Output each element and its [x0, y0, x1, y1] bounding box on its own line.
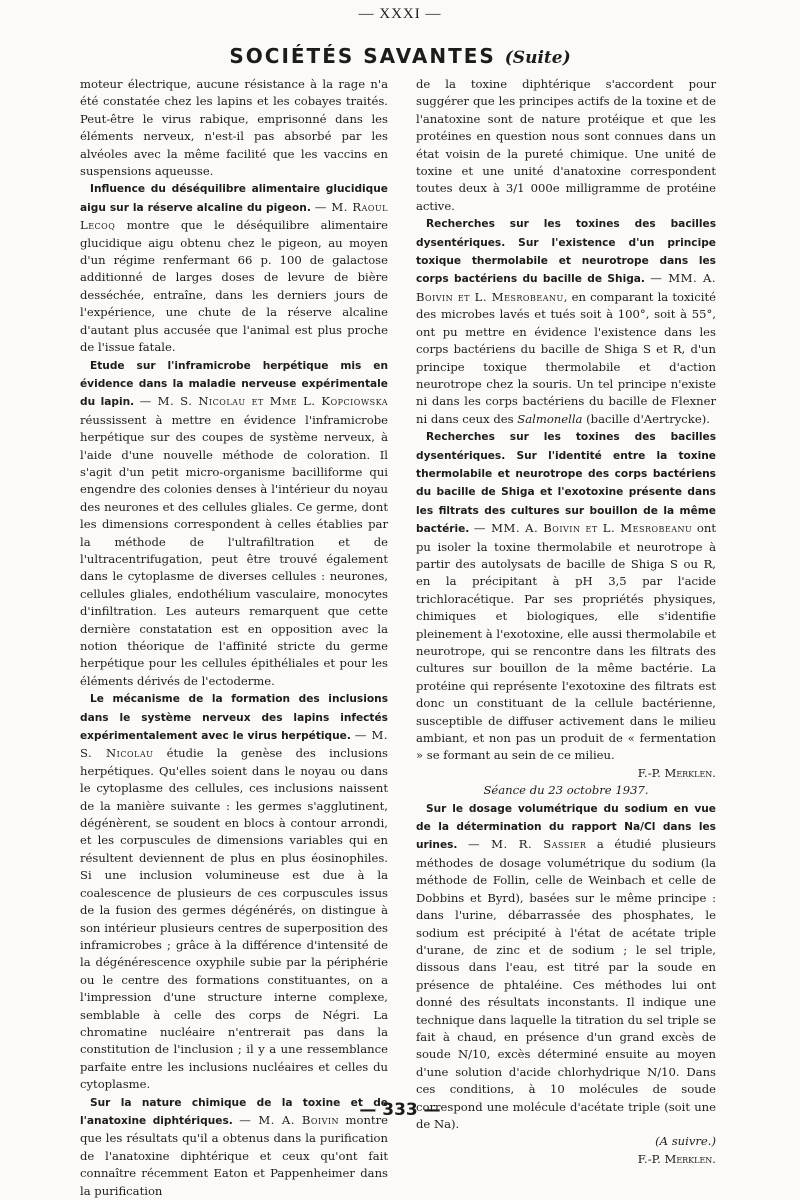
article-heading: Recherches sur les toxines des bacilles dysentériques. Sur l'existence d'un principe toxique thermolabile et neurotrope dans les corps bactériens du bacille de Shiga. [416, 218, 716, 286]
article-author: — M. A. Boivin [239, 1112, 340, 1127]
article-author: — M. R. Sassier [468, 837, 587, 852]
article-author: — M. Raoul Lecoq [80, 199, 388, 233]
article-body: montre que le déséquilibre alimentaire glucidique aigu obtenu chez le pigeon, au moyen d'un régime renfermant 66 p. 100 de galactose additionné de larges doses de levure de bière desséchée, entraîne, dans les derniers jours de l'expérience, une chute de la réserve alcaline d'autant plus accusée que l'animal est plus proche de l'issue fatale. [80, 218, 388, 355]
article-sodium [416, 800, 716, 1134]
article-heading: Recherches sur les toxines des bacilles dysentériques. Sur l'identité entre la toxine thermolabile et neurotrope des corps bactériens du bacille de Shiga et l'exotoxine présente dans les filtrats des cultures sur bouillon de la même bactérie. [416, 431, 716, 536]
article-body: réussissent à mettre en évidence l'inframicrobe herpétique sur des coupes de système nerveux, à l'aide d'une nouvelle méthode de coloration. Il s'agit d'un petit micro-organisme bacilliforme qui engendre des colonies denses à l'intérieur du noyau des neurones et des cellules gliales. Ce germe, dont les dimensions correspondent à celles établies par la méthode de l'ultrafiltration et de l'ultracentrifugation, peut être trouvé également dans le cytoplasme de diverses cellules : neurones, cellules gliales, endothélium vasculaire, monocytes d'infiltration. Les auteurs remarquent que cette dernière constatation est en opposition avec la notion théorique de l'affinité stricte du germe herpétique pour les cellules épithéliales et pour les éléments dérivés de l'ectoderme. [80, 412, 388, 688]
article-heading: Le mécanisme de la formation des inclusions dans le système nerveux des lapins infectés expérimentalement avec le virus herpétique. [80, 693, 388, 743]
signature: F.-P. Merklen. [637, 765, 716, 780]
section-suite: (Suite) [504, 48, 571, 68]
article-shiga-toxic-principle [416, 215, 716, 428]
session-date: Séance du 23 octobre 1937. [483, 783, 649, 798]
continued-paragraph: moteur électrique, aucune résistance à la rage n'a été constatée chez les lapins et les cobayes traités. Peut-être le virus rabique, emprisonné dans les éléments nerveux, n'est-il pas absorbé par les alvéoles avec la même facilité que les vaccins en suspensions aqueusse. [80, 77, 388, 179]
article-body: ont pu isoler la toxine thermolabile et neurotrope à partir des autolysats de bacille de Shiga S ou R, en la précipitant à pH 3,5 par l'acide trichloracétique. Par ses propriétés physiques, chimiques et biologiques, elle s'identifie pleinement à l'exotoxine, elle aussi thermolabile et neurotrope, qui se rencontre dans les filtrats des cultures sur bouillon de la même bactérie. La protéine qui représente l'exotoxine des filtrats est donc un constituant de la cellule bactérienne, susceptible de diffuser activement dans le milieu ambiant, et non pas un produit de « fermentation » se formant au sein de ce milieu. [416, 521, 716, 763]
article-body: a étudié plusieurs méthodes de dosage volumétrique du sodium (la méthode de Follin, celle de Weinbach et celle de Dobbins et Byrd), basées sur le même principe : dans l'urine, débarrassée des phosphates, le sodium est précipité à l'état de acétate triple d'urane, de zinc et de sodium ; le sel triple, dissous dans l'eau, est titré par la soude en présence de phtaléine. Ces méthodes lui ont donné des résultats inconstants. Il indique une technique dans laquelle la titration du sel triple se fait à chaud, en présence d'un grand excès de soude N/10, excès déterminé ensuite au moyen d'une solution d'acide chlorhydrique N/10. Dans ces conditions, à 10 molécules de soude correspond une molécule d'acétate triple (soit une de Na). [416, 837, 716, 1131]
article-author: — M. S. Nicolau et Mme L. Kopciowska [139, 394, 388, 409]
article-heading: Influence du déséquilibre alimentaire glucidique aigu sur la réserve alcaline du pigeon. [80, 183, 388, 214]
article-inclusions [80, 690, 388, 1093]
section-title: SOCIÉTÉS SAVANTES [229, 44, 496, 68]
article-body-italic: Salmonella [517, 411, 583, 426]
article-heading: Sur le dosage volumétrique du sodium en vue de la détermination du rapport Na/Cl dans les urines. [416, 802, 716, 852]
article-inframicrobe [80, 357, 388, 691]
article-shiga-exotoxin [416, 428, 716, 765]
right-column [416, 76, 716, 1168]
article-heading: Sur la nature chimique de la toxine et de l'anatoxine diphtériques. [80, 1096, 388, 1127]
continued-paragraph: de la toxine diphtérique s'accordent pour suggérer que les principes actifs de la toxine et de l'anatoxine sont de nature protéique et que les protéines en question nous sont connues dans un état voisin de la pureté chimique. Une unité de toxine et une unité d'anatoxine correspondent toutes deux à 3/1 000e milligramme de protéine active. [416, 77, 716, 213]
article-body: étudie la genèse des inclusions herpétiques. Qu'elles soient dans le noyau ou dans le cytoplasme des cellules, ces inclusions naissent de la manière suivante : les germes s'agglutinent, dégénèrent, se soudent en blocs à contour arrondi, et les corpuscules de dimensions variables qui en résultent deviennent de plus en plus éosinophiles. Si une inclusion volumineuse est due à la coalescence de plusieurs de ces corpuscules issus de la fusion des germes dégénérés, on distingue à son intérieur plusieurs centres de superposition des inframicrobes ; grâce à la différence d'intensité de la dégénérescence oxyphile subie par la périphérie ou le centre des formations constituantes, on a l'impression d'une structure interne complexe, semblable à celle des corps de Négri. La chromatine nucléaire n'entrerait pas dans la constitution de l'inclusion ; il y a une ressemblance parfaite entre les inclusions nucléaires et celles du cytoplasme. [80, 746, 389, 1092]
article-author: — MM. A. Boivin et L. Mesrobeanu [473, 521, 693, 536]
article-pigeon [80, 180, 388, 356]
running-head [0, 44, 800, 68]
to-be-continued: (A suivre.) [655, 1134, 716, 1149]
signature: F.-P. Merklen. [637, 1151, 716, 1166]
article-author: — MM. A. Boivin et L. Mesrobeanu [416, 271, 717, 304]
roman-page-number: — XXXI — [358, 6, 442, 22]
article-body: montre que les résultats qu'il a obtenus dans la purification de l'anatoxine diphtérique et ceux qu'ont fait connaître récemment Eaton et Pappenheimer dans la purification [80, 1112, 388, 1198]
article-heading: Etude sur l'inframicrobe herpétique mis en évidence dans la maladie nerveuse expérimentale du lapin. [80, 359, 388, 409]
article-author: — M. S. Nicolau [80, 728, 389, 761]
article-body: (bacille d'Aertrycke). [582, 411, 710, 426]
left-column [80, 76, 388, 1200]
page-number: — 333 — [359, 1100, 441, 1120]
article-body: , en comparant la toxicité des microbes lavés et tués soit à 100°, soit à 55°, ont pu mettre en évidence l'existence dans les corps bactériens du bacille de Shiga S et R, d'un principe toxique thermolabile et d'action neurotrope chez la souris. Un tel principe n'existe ni dans les corps bactériens du bacille de Flexner ni dans ceux des [416, 289, 716, 426]
